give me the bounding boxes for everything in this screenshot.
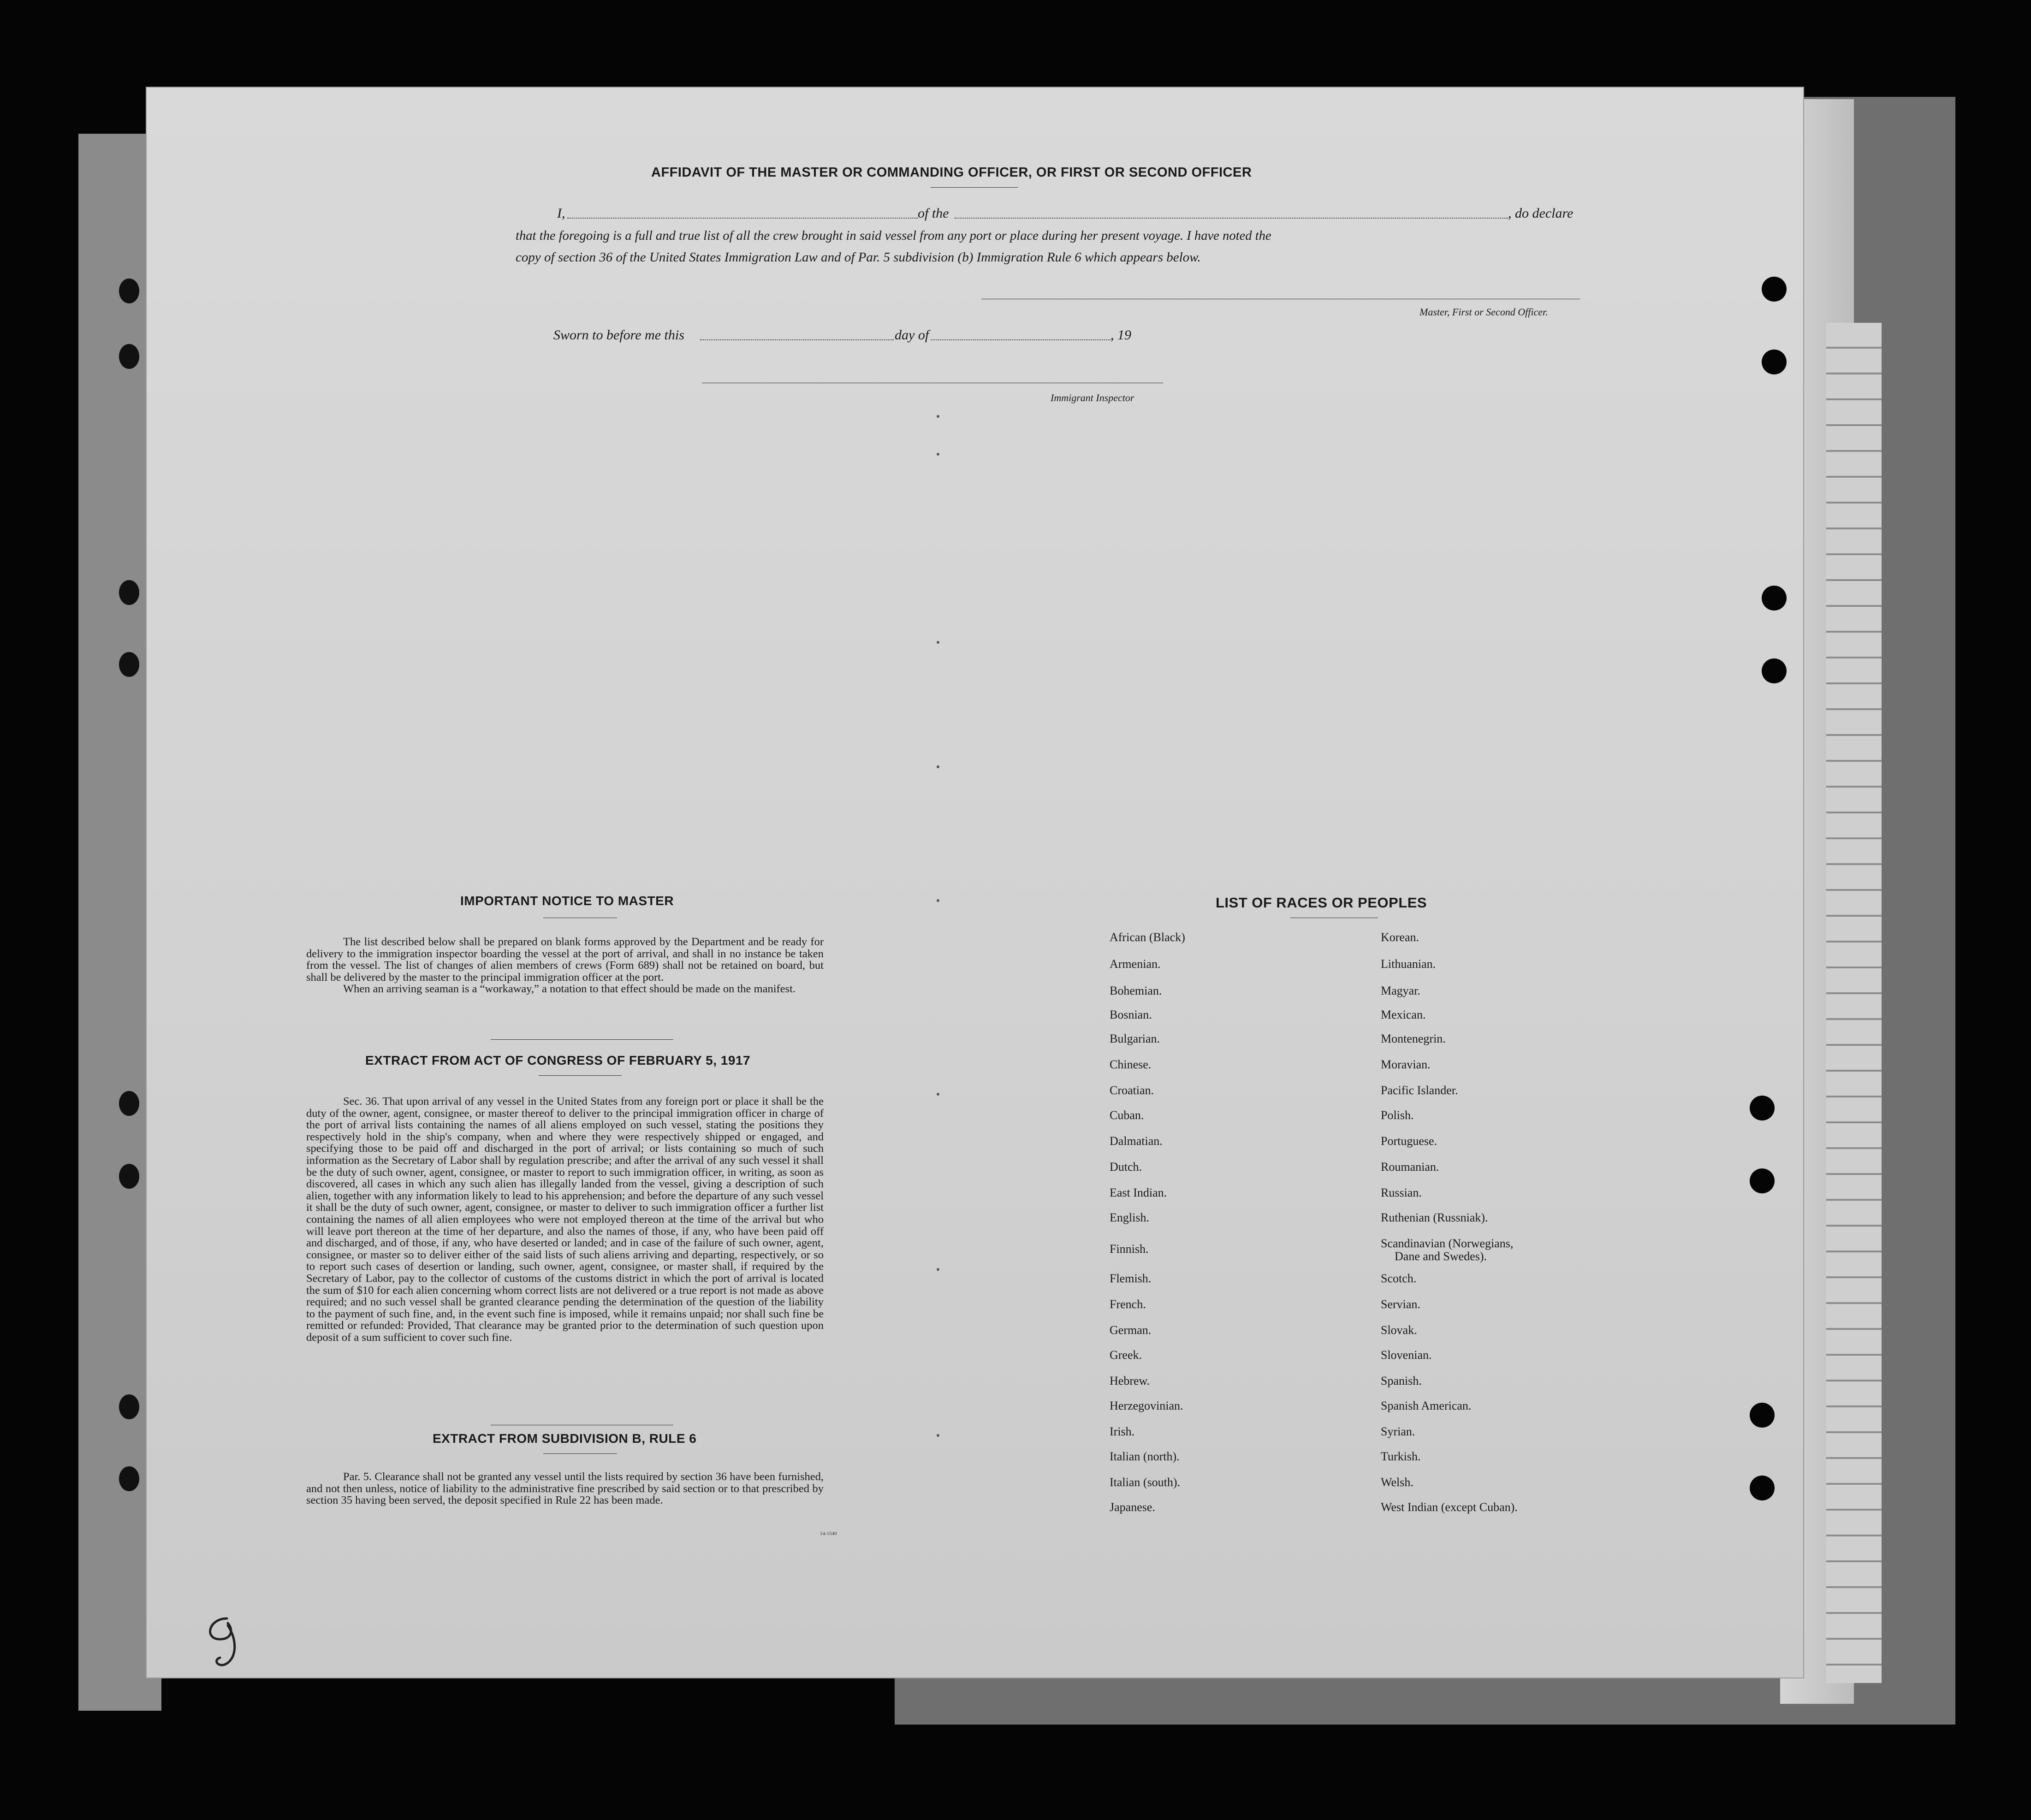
race-item: Mexican. [1381, 1008, 1426, 1021]
race-item: West Indian (except Cuban). [1381, 1500, 1518, 1514]
fold-mark [937, 453, 939, 456]
race-item: Roumanian. [1381, 1160, 1439, 1174]
race-item: Spanish. [1381, 1374, 1422, 1387]
race-item: Finnish. [1110, 1242, 1149, 1256]
binder-hole [119, 580, 139, 605]
race-item: Italian (south). [1110, 1476, 1181, 1489]
sec36-paragraph: Sec. 36. That upon arrival of any vessel in the United States from any foreign port or place it shall be the duty of the owner, agent, consignee, or master thereof to deliver to the principal immigration officer in charge of the port of arrival lists containing the names of all aliens employed on such vessel, stating the positions they respectively hold in the ship's company, when and where they were respectively shipped or engaged, and specifying those to be paid off and discharged in the port of arrival; or lists containing so much of such information as the Secretary of Labor shall by regulation prescribe; and after the arrival of any such vessel it shall be the duty of such owner, agent, consignee, or master to report to such immigration officer, in writing, as soon as discovered, all cases in which any such alien has illegally landed from the vessel, giving a description of such alien, together with any information likely to lead to his apprehension; and before the departure of any such vessel it shall be the duty of such owner, agent, consignee, or master to deliver to such immigration officer a further list containing the names of all alien employees who were not employed thereon at the time of the arrival but who will leave port thereon at the time of her departure, and also the names of those, if any, who have been paid off and discharged, and of those, if any, who have deserted or landed; and in case of the failure of such owner, agent, consignee, or master so to deliver either of the said lists of such aliens arriving and departing, respectively, or so to report such cases of desertion or landing, such owner, agent, consignee, or master shall, if required by the Secretary of Labor, pay to the collector of customs of the customs district in which the port of arrival is located the sum of $10 for each alien concerning whom correct lists are not delivered or a true report is not made as above required; and no such vessel shall be granted clearance pending the determination of the question of the liability to the payment of such fine, and, in the event such fine is imposed, while it remains unpaid; nor shall such fine be remitted or refunded: Provided, That clearance may be granted prior to the determination of such question upon deposit of a sum sufficient to cover such fine. [306, 1095, 824, 1344]
race-item: Italian (north). [1110, 1450, 1180, 1463]
race-item: Russian. [1381, 1186, 1422, 1199]
extract-rule-rule [543, 1453, 617, 1454]
sworn-prefix: Sworn to before me this [553, 327, 684, 343]
fold-mark [937, 1268, 939, 1271]
inspector-label: Immigrant Inspector [1051, 392, 1134, 403]
par5-paragraph: Par. 5. Clearance shall not be granted any vessel until the lists required by section 36 have been furnished, and not then unless, notice of liability to the administrative fine prescribed by said section or to that prescribed by section 35 having been served, the deposit specified in Rule 22 has been made. [306, 1470, 824, 1507]
name-line[interactable] [567, 218, 918, 219]
binder-hole [1750, 1168, 1775, 1193]
form-page [147, 88, 1803, 1678]
master-signature-label: Master, First or Second Officer. [1419, 306, 1548, 318]
extract-act-body [306, 1096, 824, 1343]
fold-mark [937, 899, 939, 902]
affidavit-line3: copy of section 36 of the United States Immigration Law and of Par. 5 subdivision (b) Immigration Rule 6 which appears below. [516, 250, 1201, 265]
binder-hole [1762, 658, 1787, 683]
sworn-year: , 19 [1111, 327, 1131, 343]
handwritten-page-number [199, 1614, 245, 1669]
race-item: Magyar. [1381, 984, 1420, 997]
binder-hole [1762, 350, 1787, 374]
race-item: Polish. [1381, 1109, 1414, 1122]
race-item: Chinese. [1110, 1058, 1152, 1071]
binder-hole [1750, 1403, 1775, 1428]
race-item: Greek. [1110, 1348, 1142, 1362]
race-item: Slovak. [1381, 1323, 1417, 1337]
binder-hole [1762, 277, 1787, 302]
fold-mark [937, 1093, 939, 1096]
race-item: Herzegovinian. [1110, 1399, 1183, 1412]
ruled-page-edge [1826, 323, 1882, 1683]
sworn-day-line[interactable] [700, 339, 894, 340]
race-item: Hebrew. [1110, 1374, 1150, 1387]
race-item: Dane and Swedes). [1395, 1250, 1487, 1263]
race-item: Korean. [1381, 931, 1419, 944]
race-item: English. [1110, 1211, 1149, 1224]
race-item: Bosnian. [1110, 1008, 1152, 1021]
binder-hole [119, 1394, 139, 1419]
binder-hole [1750, 1476, 1775, 1500]
race-item: Turkish. [1381, 1450, 1421, 1463]
race-item: Bulgarian. [1110, 1032, 1160, 1045]
affidavit-of-the: of the [918, 206, 949, 221]
notice-paragraph-2: When an arriving seaman is a “workaway,” a notation to that effect should be made on the manifest. [343, 983, 796, 996]
binder-hole [1762, 586, 1787, 611]
fold-mark [937, 641, 939, 644]
race-item: Lithuanian. [1381, 957, 1436, 971]
fold-mark [937, 765, 939, 768]
extract-act-title: EXTRACT FROM ACT OF CONGRESS OF FEBRUARY 5, 1917 [365, 1053, 751, 1067]
sworn-day-of: day of [895, 327, 929, 343]
race-item: African (Black) [1110, 931, 1185, 944]
binder-hole [119, 1164, 139, 1189]
race-item: Scotch. [1381, 1272, 1417, 1285]
race-item: Irish. [1110, 1425, 1135, 1438]
binder-hole [119, 279, 139, 303]
notice-title: IMPORTANT NOTICE TO MASTER [460, 894, 674, 908]
race-item: Ruthenian (Russniak). [1381, 1211, 1488, 1224]
fold-mark [937, 1434, 939, 1437]
binder-hole [119, 1466, 139, 1491]
race-item: French. [1110, 1298, 1146, 1311]
notice-paragraph-1: The list described below shall be prepared on blank forms approved by the Department and be ready for delivery to the immigration inspector boarding the vessel at the port of arrival, and shall in no instance be taken from the vessel. The list of changes of alien members of crews (Form 689) shall not be retained on board, but shall be delivered by the master to the principal immigration officer at the port. [306, 936, 824, 984]
binder-hole [1750, 1096, 1775, 1120]
race-item: Portuguese. [1381, 1134, 1437, 1148]
binder-hole [119, 344, 139, 369]
affidavit-declare: , do declare [1508, 206, 1574, 221]
races-title: LIST OF RACES OR PEOPLES [1216, 895, 1427, 911]
race-item: Flemish. [1110, 1272, 1152, 1285]
race-item: Armenian. [1110, 957, 1161, 971]
affidavit-i: I, [557, 206, 565, 221]
race-item: Dalmatian. [1110, 1134, 1163, 1148]
race-item: Scandinavian (Norwegians, [1381, 1237, 1514, 1250]
sworn-month-line[interactable] [931, 339, 1111, 340]
race-item: Syrian. [1381, 1425, 1415, 1438]
notice-divider [491, 1039, 673, 1040]
extract-act-rule [539, 1075, 622, 1076]
form-number: 14-1540 [820, 1531, 837, 1536]
race-item: Pacific Islander. [1381, 1084, 1458, 1097]
race-item: Japanese. [1110, 1500, 1155, 1514]
race-item: Montenegrin. [1381, 1032, 1446, 1045]
race-item: Spanish American. [1381, 1399, 1472, 1412]
extract-rule-title: EXTRACT FROM SUBDIVISION B, RULE 6 [433, 1431, 697, 1446]
race-item: Slovenian. [1381, 1348, 1432, 1362]
race-item: East Indian. [1110, 1186, 1167, 1199]
notice-body [306, 936, 824, 995]
race-item: Cuban. [1110, 1109, 1144, 1122]
race-item: Servian. [1381, 1298, 1420, 1311]
fold-mark [937, 415, 939, 418]
title-rule [931, 187, 1018, 188]
race-item: German. [1110, 1323, 1152, 1337]
binder-hole [119, 1091, 139, 1116]
race-item: Bohemian. [1110, 984, 1162, 997]
race-item: Welsh. [1381, 1476, 1413, 1489]
affidavit-title: AFFIDAVIT OF THE MASTER OR COMMANDING OFFICER, OR FIRST OR SECOND OFFICER [651, 165, 1252, 180]
affidavit-line2: that the foregoing is a full and true list of all the crew brought in said vessel from any port or place during her present voyage. I have noted the [516, 229, 1271, 243]
vessel-line[interactable] [955, 218, 1508, 219]
extract-rule-body [306, 1471, 824, 1506]
race-item: Moravian. [1381, 1058, 1431, 1071]
race-item: Dutch. [1110, 1160, 1142, 1174]
binder-hole [119, 652, 139, 677]
race-item: Croatian. [1110, 1084, 1154, 1097]
